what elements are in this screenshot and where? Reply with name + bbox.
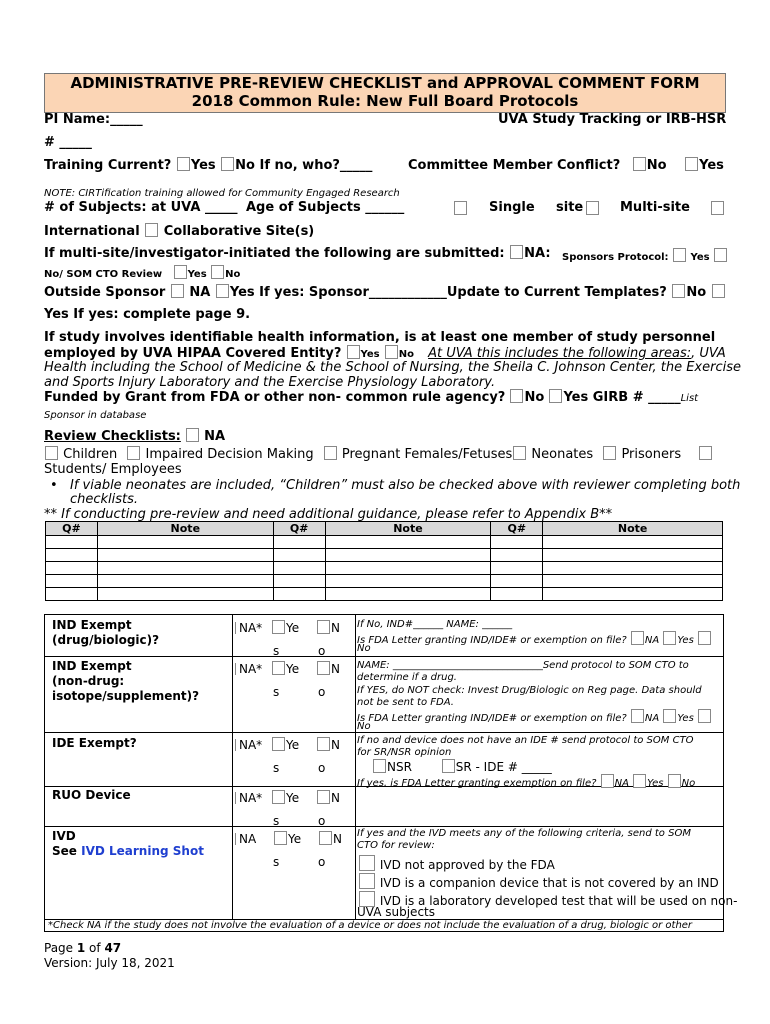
ivd-learning-link[interactable]: IVD Learning Shot — [81, 844, 204, 858]
qn-header-row — [46, 522, 723, 536]
r1-ye-label: Ye — [286, 621, 300, 635]
committee-yes-checkbox[interactable] — [685, 157, 698, 171]
r2-no2-checkbox[interactable] — [698, 709, 711, 723]
r3-no2-checkbox[interactable] — [668, 774, 681, 788]
neonates-checkbox[interactable] — [513, 446, 526, 460]
hipaa-no-checkbox[interactable] — [385, 345, 398, 359]
training-no-checkbox[interactable] — [221, 157, 234, 171]
q-header-1: Q# — [46, 522, 98, 536]
subjects-age: Age of Subjects ______ — [246, 200, 405, 215]
update-templates-label: Update to Current Templates? — [446, 285, 667, 300]
r2-no-text: No — [357, 721, 371, 732]
r1-s: s — [273, 644, 280, 658]
note-header-2: Note — [325, 522, 491, 536]
r5-opt1 — [358, 855, 555, 872]
sponsors-protocol-label: Sponsors Protocol: — [562, 252, 669, 263]
som-cto-row — [44, 265, 240, 280]
prisoners-checkbox[interactable] — [603, 446, 616, 460]
r2-yes2-checkbox[interactable] — [663, 709, 676, 723]
cirt-note: NOTE: CIRTification training allowed for Community Engaged Research — [44, 188, 400, 199]
international-label: International — [44, 224, 140, 239]
title-line1: ADMINISTRATIVE PRE-REVIEW CHECKLIST and APPROVAL COMMENT FORM — [70, 74, 700, 92]
exempt-footnote: *Check NA if the study does not involve the evaluation of a device or does not include the evaluation of a drug, biologic or other — [48, 920, 693, 931]
ind-nondrug-sub2: isotope/supplement)? — [52, 689, 200, 703]
international-checkbox[interactable] — [145, 223, 158, 237]
neonates-bullet-2: checklists. — [70, 492, 139, 507]
hipaa-line1: If study involves identifiable health information, is at least one member of study personnel — [44, 330, 716, 345]
multisite-na-label: NA: — [524, 246, 551, 261]
outside-yes-checkbox[interactable] — [216, 284, 229, 298]
r5-na-checkbox[interactable] — [235, 833, 238, 845]
outside-na-label: NA — [189, 285, 211, 300]
update-no-checkbox[interactable] — [672, 284, 685, 298]
international-row — [44, 223, 314, 239]
r3-na-label: NA* — [239, 738, 263, 752]
r4-ye-label: Ye — [286, 791, 300, 805]
note-header-1: Note — [97, 522, 273, 536]
fda-list-label: List — [680, 393, 699, 404]
bullet-icon: • — [50, 478, 58, 493]
r3-s: s — [273, 761, 280, 775]
q-header-2: Q# — [273, 522, 325, 536]
sr-label: SR - IDE # _____ — [455, 760, 552, 774]
sponsors-protocol-row — [562, 248, 728, 263]
multi-site-checkbox-a[interactable] — [586, 201, 599, 215]
table-row[interactable] — [46, 536, 723, 549]
page-of: of — [85, 941, 105, 955]
title-line2: 2018 Common Rule: New Full Board Protocols — [191, 92, 579, 110]
r2-s: s — [273, 685, 280, 699]
som-no-label: No — [225, 269, 241, 280]
r3-line4 — [357, 774, 695, 789]
site-label: site — [556, 200, 584, 215]
r2-line3: If YES, do NOT check: Invest Drug/Biologic on Reg page. Data should — [357, 685, 702, 696]
r1-line1: If No, IND#______ NAME: ______ — [357, 619, 513, 630]
ind-exempt-label: IND Exempt — [52, 618, 132, 632]
r3-nsr-row — [372, 759, 552, 774]
hipaa-line2 — [44, 345, 726, 361]
r1-yes-checkbox[interactable] — [272, 620, 285, 634]
page-number — [44, 941, 121, 955]
collab-label: Collaborative Site(s) — [163, 224, 315, 239]
r4-na-checkbox[interactable] — [235, 792, 238, 804]
r1-no2-checkbox[interactable] — [698, 631, 711, 645]
r1-na2: NA — [644, 635, 660, 646]
single-site-checkbox[interactable] — [454, 201, 467, 215]
children-checkbox[interactable] — [45, 446, 58, 460]
ivd-see-text: See — [52, 844, 82, 858]
fda-row — [44, 389, 698, 405]
subjects-count: # of Subjects: at UVA _____ — [44, 200, 238, 215]
qn-table — [45, 521, 723, 601]
sponsors-yes-checkbox[interactable] — [714, 248, 727, 262]
training-yes-checkbox[interactable] — [177, 157, 190, 171]
r5-opt3-cont: UVA subjects — [357, 905, 435, 919]
table-row[interactable] — [46, 588, 723, 601]
complete-page9: Yes If yes: complete page 9. — [44, 307, 251, 322]
r2-na-checkbox[interactable] — [235, 663, 238, 675]
r1-na-label: NA* — [239, 621, 263, 635]
r5-n-label: N — [332, 832, 342, 846]
review-options — [44, 446, 713, 462]
committee-yes-label: Yes — [699, 158, 724, 173]
ivd-label: IVD — [52, 829, 76, 843]
r2-na2: NA — [644, 713, 660, 724]
outside-yes-label: Yes If yes: Sponsor____________ — [229, 285, 447, 300]
ind-nondrug-sub1: (non-drug: — [52, 674, 125, 688]
r5-no-checkbox[interactable] — [319, 831, 332, 845]
sponsor-db: Sponsor in database — [44, 410, 147, 421]
som-cto-label: No/ SOM CTO Review — [44, 269, 163, 280]
som-yes-checkbox[interactable] — [174, 265, 187, 279]
tracking-number: # _____ — [44, 135, 92, 150]
pi-name: PI Name:_____ — [44, 112, 143, 127]
r1-na2-checkbox[interactable] — [631, 631, 644, 645]
r3-line2: for SR/NSR opinion — [357, 747, 452, 758]
r5-na-label: NA — [239, 832, 257, 846]
r3-options — [234, 737, 340, 752]
r4-na-label: NA* — [239, 791, 263, 805]
hipaa-yes-checkbox[interactable] — [347, 345, 360, 359]
r2-yes-checkbox[interactable] — [272, 661, 285, 675]
review-label: Review Checklists: — [44, 429, 181, 444]
neonates-label: Neonates — [531, 447, 594, 462]
nsr-label: NSR — [387, 760, 412, 774]
version-label: Version: July 18, 2021 — [44, 956, 175, 970]
impaired-label: Impaired Decision Making — [145, 447, 314, 462]
ivd-companion-label: IVD is a companion device that is not covered by an IND — [379, 876, 719, 890]
ivd-companion-checkbox[interactable] — [359, 873, 375, 889]
students-checkbox[interactable] — [699, 446, 712, 460]
r3-na2-checkbox[interactable] — [601, 774, 614, 788]
r5-opt2 — [358, 873, 719, 890]
r3-na2: NA — [614, 778, 629, 789]
impaired-checkbox[interactable] — [127, 446, 140, 460]
r2-options — [234, 661, 340, 676]
ivd-not-approved-label: IVD not approved by the FDA — [379, 858, 555, 872]
fda-yes-checkbox[interactable] — [549, 389, 562, 403]
prisoners-label: Prisoners — [621, 447, 682, 462]
hipaa-areas-rest: , UVA — [691, 346, 726, 361]
r5-ye-label: Ye — [288, 832, 302, 846]
r2-ye-label: Ye — [286, 662, 300, 676]
r1-n-label: N — [330, 621, 340, 635]
committee-no-checkbox[interactable] — [633, 157, 646, 171]
som-no-checkbox[interactable] — [211, 265, 224, 279]
r1-q: Is FDA Letter granting IND/IDE# or exemption on file? — [357, 635, 627, 646]
r3-o: o — [318, 761, 326, 775]
table-row[interactable] — [46, 562, 723, 575]
r2-line2: determine if a drug. — [357, 672, 457, 683]
r1-line2 — [357, 631, 712, 646]
r3-na-checkbox[interactable] — [235, 739, 238, 751]
page-current: 1 — [76, 941, 86, 955]
r3-line1: If no and device does not have an IDE # send protocol to SOM CTO — [357, 735, 694, 746]
ind-exempt-sub: (drug/biologic)? — [52, 633, 160, 647]
som-yes-label: Yes — [187, 269, 207, 280]
ivd-not-approved-checkbox[interactable] — [359, 855, 375, 871]
ind-nondrug-label: IND Exempt — [52, 659, 132, 673]
r5-line1: If yes and the IVD meets any of the following criteria, send to SOM — [357, 828, 691, 839]
r2-q: Is FDA Letter granting IND/IDE# or exemption on file? — [357, 713, 627, 724]
ivd-see — [52, 844, 204, 858]
neonates-bullet: If viable neonates are included, “Children” must also be checked above with reviewer completing both — [70, 478, 741, 493]
r3-yes-checkbox[interactable] — [272, 737, 285, 751]
fda-no-checkbox[interactable] — [510, 389, 523, 403]
update-no-label: No — [686, 285, 707, 300]
fda-yes-label: Yes GIRB # _____ — [563, 390, 681, 405]
r1-yes2-checkbox[interactable] — [663, 631, 676, 645]
multi-site-checkbox-b[interactable] — [711, 201, 724, 215]
r5-s: s — [273, 855, 280, 869]
r1-yes2: Yes — [677, 635, 694, 646]
q-header-3: Q# — [491, 522, 543, 536]
ivd-ldt-label: IVD is a laboratory developed test that will be used on non- — [379, 894, 738, 908]
outside-sponsor-checkbox[interactable] — [171, 284, 184, 298]
pregnant-checkbox[interactable] — [324, 446, 337, 460]
committee-no-label: No — [646, 158, 667, 173]
r5-yes-checkbox[interactable] — [274, 831, 287, 845]
hipaa-line4: and Sports Injury Laboratory and the Exercise Physiology Laboratory. — [44, 375, 496, 390]
r3-no-checkbox[interactable] — [317, 737, 330, 751]
fda-label: Funded by Grant from FDA or other non- common rule agency? — [44, 390, 506, 405]
r1-o: o — [318, 644, 326, 658]
tracking-label: UVA Study Tracking or IRB-HSR — [498, 112, 727, 127]
r2-line1: NAME: ______________________________Send protocol to SOM CTO to — [357, 660, 689, 671]
note-header-3: Note — [543, 522, 723, 536]
hipaa-areas-link: At UVA this includes the following areas: — [428, 346, 692, 361]
outside-sponsor-row — [44, 284, 726, 300]
pregnant-label: Pregnant Females/Fetuses — [341, 447, 513, 462]
r4-no-checkbox[interactable] — [317, 790, 330, 804]
ide-exempt-label: IDE Exempt? — [52, 736, 137, 750]
multisite-label: If multi-site/investigator-initiated the following are submitted: — [44, 246, 505, 261]
sponsors-protocol-checkbox[interactable] — [673, 248, 686, 262]
hipaa-question: employed by UVA HIPAA Covered Entity? — [44, 346, 342, 361]
hipaa-line3: Health including the School of Medicine & the School of Nursing, the Sheila C. Johnson Center, the Exercise — [44, 360, 741, 375]
outside-sponsor-label: Outside Sponsor — [44, 285, 166, 300]
sr-checkbox[interactable] — [442, 759, 455, 773]
r4-n-label: N — [330, 791, 340, 805]
r2-line5 — [357, 709, 712, 724]
r4-s: s — [273, 814, 280, 828]
page-total: 47 — [104, 941, 122, 955]
r5-line2: CTO for review: — [357, 840, 435, 851]
r3-n-label: N — [330, 738, 340, 752]
committee-label: Committee Member Conflict? — [408, 158, 621, 173]
appendix-note: ** If conducting pre-review and need additional guidance, please refer to Appendix B** — [44, 507, 613, 522]
form-title — [44, 73, 726, 113]
review-na-label: NA — [204, 429, 226, 444]
r3-ye-label: Ye — [286, 738, 300, 752]
review-row — [44, 428, 225, 444]
review-na-checkbox[interactable] — [186, 428, 199, 442]
r1-no-checkbox[interactable] — [317, 620, 330, 634]
training-row — [44, 157, 372, 173]
multi-site-label: Multi-site — [620, 200, 690, 215]
r4-yes-checkbox[interactable] — [272, 790, 285, 804]
children-label: Children — [63, 447, 118, 462]
fda-no-label: No — [524, 390, 545, 405]
sponsors-yes-label: Yes — [690, 252, 710, 263]
training-no-label: No If no, who?_____ — [235, 158, 373, 173]
r4-o: o — [318, 814, 326, 828]
r2-yes2: Yes — [677, 713, 694, 724]
r2-na2-checkbox[interactable] — [631, 709, 644, 723]
training-label: Training Current? — [44, 158, 172, 173]
r2-o: o — [318, 685, 326, 699]
single-label: Single — [489, 200, 535, 215]
nsr-checkbox[interactable] — [373, 759, 386, 773]
table-row[interactable] — [46, 549, 723, 562]
committee-row — [408, 157, 724, 173]
r3-yes2: Yes — [647, 778, 664, 789]
page-pre: Page — [44, 941, 77, 955]
hipaa-yes-label: Yes — [360, 349, 380, 360]
multisite-na-checkbox[interactable] — [510, 245, 523, 259]
training-yes-label: Yes — [190, 158, 216, 173]
r1-na-checkbox[interactable] — [235, 622, 238, 634]
r3-yes2-checkbox[interactable] — [633, 774, 646, 788]
update-yes-checkbox[interactable] — [712, 284, 725, 298]
ruo-label: RUO Device — [52, 788, 131, 802]
r2-n-label: N — [330, 662, 340, 676]
r3-no2: No — [681, 778, 696, 789]
r2-no-checkbox[interactable] — [317, 661, 330, 675]
multisite-row — [44, 245, 551, 261]
r3-q: If yes, is FDA Letter granting exemption on file? — [357, 778, 597, 789]
students-label: Students/ Employees — [44, 462, 182, 477]
table-row[interactable] — [46, 575, 723, 588]
r5-o: o — [318, 855, 326, 869]
r5-options — [234, 831, 342, 846]
r4-options — [234, 790, 340, 805]
hipaa-no-label: No — [398, 349, 414, 360]
r1-no-text: No — [357, 643, 371, 654]
r1-options — [234, 620, 340, 635]
r2-line4: not be sent to FDA. — [357, 697, 454, 708]
r2-na-label: NA* — [239, 662, 263, 676]
